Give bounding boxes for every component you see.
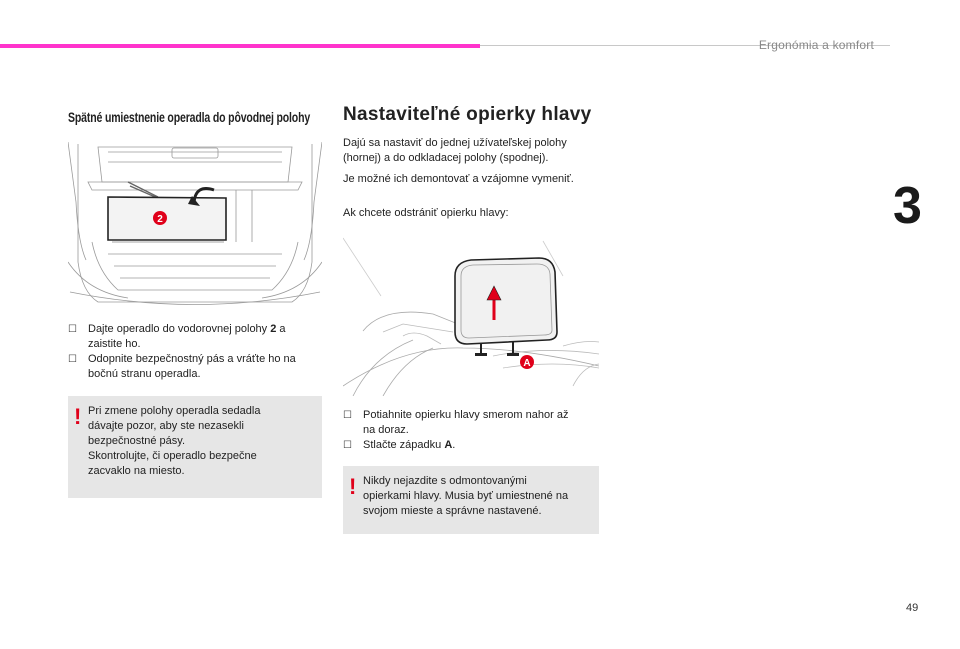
warning-icon: ! (349, 474, 357, 499)
page-number: 49 (906, 602, 919, 614)
left-warning-box: ! Pri zmene polohy operadla sedadla dávajte pozor, aby ste nezasekli bezpečnostné pásy. Skontrolujte, či operadlo bezpečne zacvaklo na miesto. (68, 396, 322, 498)
instruction-lead: Ak chcete odstrániť opierku hlavy: (343, 207, 509, 219)
right-bullet-2: ☐ Stlačte západku A. (343, 439, 456, 451)
warning-icon: ! (74, 404, 82, 429)
removal-paragraph: Je možné ich demontovať a vzájomne vymeniť. (343, 173, 574, 185)
bullet-marker-icon: ☐ (343, 440, 352, 451)
bullet-marker-icon: ☐ (343, 410, 352, 421)
chapter-number: 3 (893, 177, 922, 235)
callout-a-label: A (523, 358, 531, 369)
bullet-marker-icon: ☐ (68, 354, 77, 365)
headrest (455, 258, 557, 344)
left-heading: Spätné umiestnenie operadla do pôvodnej polohy (68, 110, 311, 125)
header-accent-bar (0, 44, 480, 48)
right-warning-box: ! Nikdy nejazdite s odmontovanými opierkami hlavy. Musia byť umiestnené na svojom mieste a správne nastavené. (343, 466, 599, 534)
trunk-illustration (68, 142, 322, 312)
folded-seatback (108, 197, 226, 240)
left-bullet-1: ☐ Dajte operadlo do vodorovnej polohy 2 a zaistite ho. (68, 323, 286, 350)
right-heading: Nastaviteľné opierky hlavy (343, 104, 592, 125)
bullet-marker-icon: ☐ (68, 324, 77, 335)
section-title: Ergonómia a komfort (758, 38, 874, 52)
callout-2-label: 2 (157, 214, 163, 225)
headrest-illustration (343, 236, 599, 396)
intro-paragraph: Dajú sa nastaviť do jednej užívateľskej polohy (hornej) a do odkladacej polohy (spodnej). (343, 137, 567, 164)
right-bullet-1: ☐ Potiahnite opierku hlavy smerom nahor až na doraz. (343, 409, 569, 436)
left-bullet-2: ☐ Odopnite bezpečnostný pás a vráťte ho na bočnú stranu operadla. (68, 353, 296, 380)
